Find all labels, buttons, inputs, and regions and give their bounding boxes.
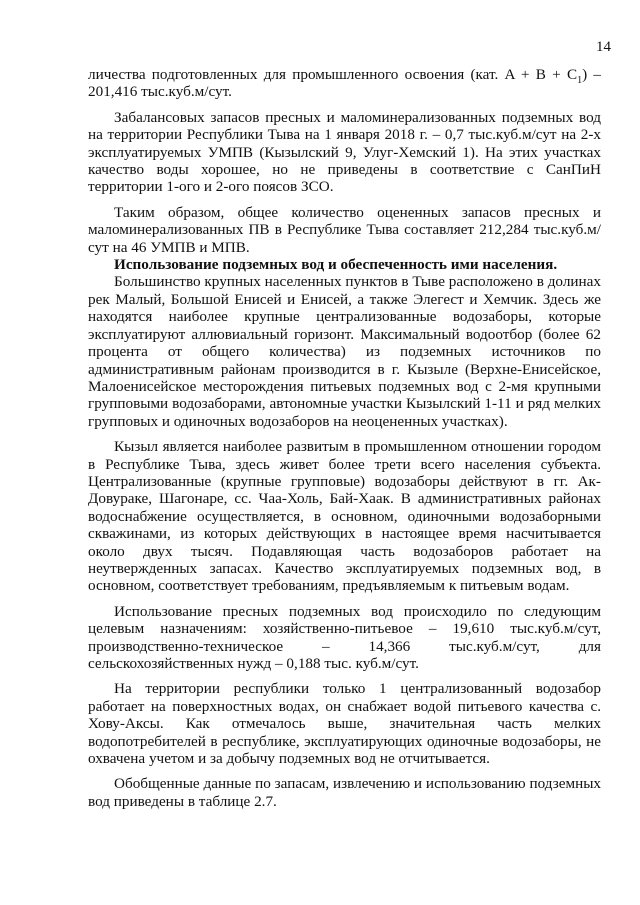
paragraph-settlements: Большинство крупных населенных пунктов в Тыве расположено в долинах рек Малый, Большой Енисей и Енисей, а также Элегест и Хемчик. Здесь же находятся наиболее крупные централизованные водозаборы, которые эксплуатируют аллювиальный горизонт. Максимальный водоотбор (более 62 процента от общего количества) из подземных источников по административным районам производится в г. Кызыле (Верхне-Енисейское, Малоенисейское месторождения питьевых подземных вод с 2-мя крупными групповыми водозаборами, автономные участки Кызылский 1-11 и ряд мелких групповых и одиночных водозаборов на неоцененных участках). [88, 273, 601, 430]
paragraph-text: личества подготовленных для промышленного освоения (кат. A + B + C [88, 66, 578, 83]
paragraph-kyzyl: Кызыл является наиболее развитым в промышленном отношении городом в Республике Тыва, здесь живет более трети всего населения субъекта. Централизованные (крупные групповые) водозаборы действуют в гг. Ак-Довураке, Шагонаре, сс. Чаа-Холь, Бай-Хаак. В административных районах водоснабжение осуществляется, в основном, одиночными водозаборными скважинами, из которых действующих в настоящее время насчитывается около двух тысяч. Подавляющая часть водозаборов работает на неутвержденных запасах. Качество эксплуатируемых подземных вод, в основном, соответствует требованиям, предъявляемым к питьевым водам. [88, 438, 601, 595]
paragraph-reserves-continued [88, 66, 601, 101]
paragraph-total-reserves: Таким образом, общее количество оцененных запасов пресных и маломинерализованных ПВ в Республике Тыва составляет 212,284 тыс.куб.м/сут на 46 УМПВ и МПВ. [88, 203, 601, 256]
category-subscript: 1 [577, 75, 583, 87]
paragraph-text: ) – 201,416 тыс.куб.м/сут. [88, 66, 602, 101]
paragraph-table-reference: Обобщенные данные по запасам, извлечению и использованию подземных вод приведены в таблице 2.7. [88, 775, 601, 810]
paragraph-surface-water-intake: На территории республики только 1 централизованный водозабор работает на поверхностных водах, он снабжает водой питьевого качества с. Хову-Аксы. Как отмечалось выше, значительная часть мелких водопотребителей в республике, эксплуатирующих одиночные водозаборы, не охвачена учетом и за добычу подземных вод не отчитывается. [88, 680, 601, 768]
section-heading: Использование подземных вод и обеспеченность ими населения. [114, 256, 558, 274]
paragraph-off-balance-reserves: Забалансовых запасов пресных и маломинерализованных подземных вод на территории Республики Тыва на 1 января 2018 г. – 0,7 тыс.куб.м/сут на 2-х эксплуатируемых УМПВ (Кызылский 9, Улуг-Хемский 1). На этих участках качество воды хорошее, но не приведены в соответствие с СанПиН территории 1-ого и 2-ого поясов ЗСО. [88, 108, 601, 196]
page-number: 14 [596, 39, 611, 55]
document-body [88, 66, 601, 810]
paragraph-water-usage: Использование пресных подземных вод происходило по следующим целевым назначениям: хозяйственно-питьевое – 19,610 тыс.куб.м/сут, производственно-техническое – 14,366 тыс.куб.м/сут, для сельскохозяйственных нужд – 0,188 тыс. куб.м/сут. [88, 602, 601, 672]
